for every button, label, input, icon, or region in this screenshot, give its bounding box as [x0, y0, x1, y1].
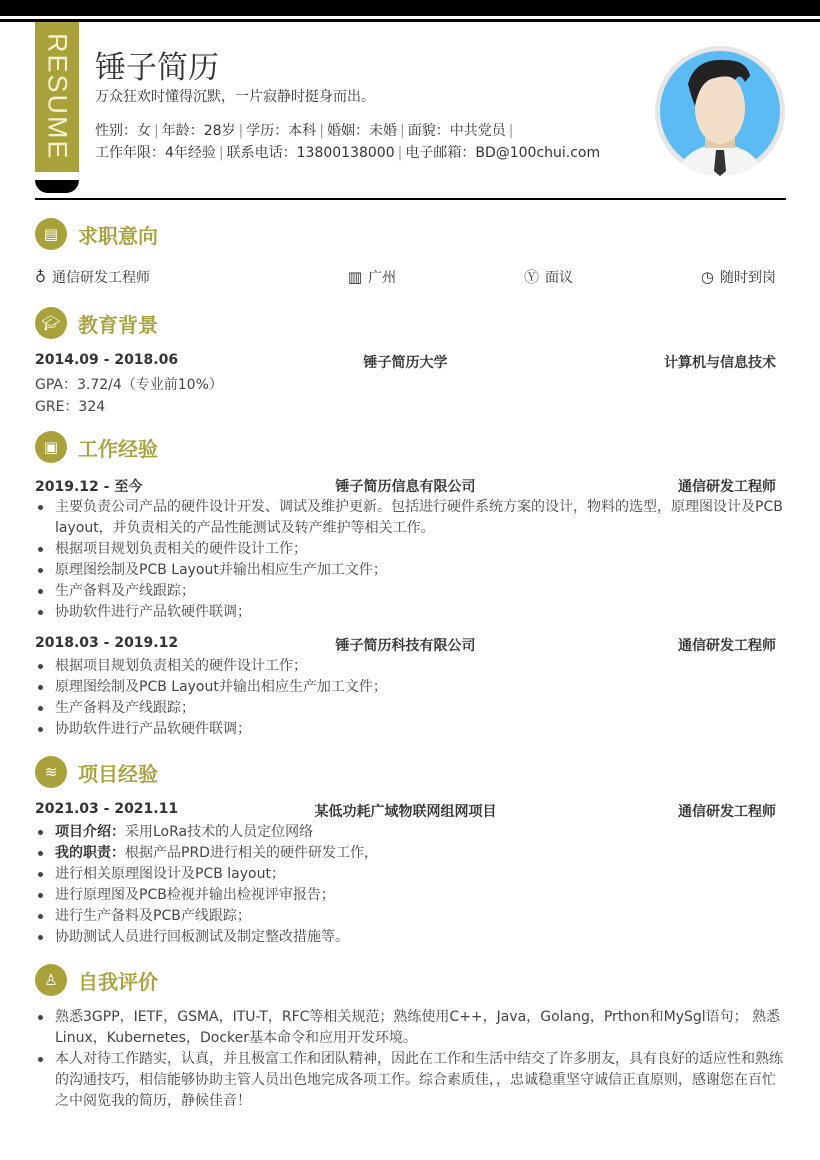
info-line-1: 性别：女 | 年龄：28岁 | 学历：本科 | 婚姻：未婚 | 面貌：中共党员 | [95, 123, 514, 139]
edu-major: 计算机与信息技术 [664, 355, 776, 371]
info-email: 电子邮箱：BD@100chui.com [405, 145, 601, 161]
info-line-2: 工作年限：4年经验 | 联系电话：13800138000 | 电子邮箱：BD@100chui.com [95, 145, 601, 161]
list-item: 进行相关原理图设计及PCB layout； [35, 864, 786, 885]
work-company: 锤子简历科技有限公司 [335, 638, 476, 654]
list-item: 根据项目规划负责相关的硬件设计工作； [35, 539, 786, 560]
list-item: 熟悉3GPP，IETF，GSMA，ITU-T，RFC等相关规范；熟练使用C++，Java，Golang，Prthon和MySgl语句； 熟悉Linux，Kubernetes，Docker基本命令和应用开发环境。 [35, 1007, 786, 1049]
motto: 万众狂欢时懂得沉默，一片寂静时挺身而出。 [95, 89, 375, 105]
intro-label: 项目介绍： [55, 824, 125, 840]
person-pen-icon: ♙ [35, 964, 67, 996]
work-title: 通信研发工程师 [678, 479, 776, 495]
work-row [35, 476, 776, 496]
intent-position [35, 266, 150, 287]
section-education [35, 306, 158, 340]
work-title: 通信研发工程师 [678, 638, 776, 654]
duty-text: 根据产品PRD进行相关的硬件研发工作， [125, 845, 378, 861]
section-title: 工作经验 [78, 436, 158, 461]
section-title: 教育背景 [78, 312, 158, 337]
list-item: 原理图绘制及PCB Layout并输出相应生产加工文件； [35, 677, 786, 698]
salary-text: 面议 [544, 269, 573, 286]
yen-icon: Ⓨ [523, 268, 539, 286]
info-degree: 学历：本科 [246, 123, 317, 139]
resume-label: RESUME [42, 33, 73, 161]
position-text: 通信研发工程师 [52, 269, 150, 286]
project-title: 通信研发工程师 [678, 804, 776, 820]
list-item [35, 843, 786, 864]
list-item: 主要负责公司产品的硬件设计开发、调试及维护更新。包括进行硬件系统方案的设计，物料的选型，原理图设计及PCB layout，并负责相关的产品性能测试及转产维护等相关工作。 [35, 497, 786, 539]
project-bullets [35, 822, 786, 948]
section-title: 项目经验 [78, 761, 158, 786]
project-name: 某低功耗广域物联网组网项目 [314, 804, 497, 820]
tie-icon: ♁ [35, 267, 46, 286]
edu-gpa: GPA：3.72/4（专业前10%） [35, 377, 223, 393]
list-item: 生产备料及产线跟踪； [35, 581, 786, 602]
section-self [35, 963, 158, 997]
edu-gre: GRE：324 [35, 399, 106, 415]
intro-text: 采用LoRa技术的人员定位网络 [125, 824, 314, 840]
edu-school: 锤子简历大学 [363, 355, 448, 371]
intent-row [35, 266, 776, 287]
project-period: 2021.03 - 2021.11 [35, 801, 179, 817]
resume-band [35, 22, 79, 172]
intent-salary [524, 266, 573, 287]
info-phone: 联系电话：13800138000 [226, 145, 395, 161]
band-cap [35, 180, 79, 193]
list-item: 协助软件进行产品软硬件联调； [35, 719, 786, 740]
layers-icon: ≋ [35, 756, 67, 788]
list-item: 原理图绘制及PCB Layout并输出相应生产加工文件； [35, 560, 786, 581]
avatar [655, 46, 785, 176]
info-experience: 工作年限：4年经验 [95, 145, 216, 161]
candidate-name: 锤子简历 [95, 50, 219, 86]
list-item: 生产备料及产线跟踪； [35, 698, 786, 719]
intent-availability [701, 266, 776, 287]
section-title: 求职意向 [78, 223, 158, 248]
list-item: 协助测试人员进行回板测试及制定整改措施等。 [35, 927, 786, 948]
list-item: 协助软件进行产品软硬件联调； [35, 602, 786, 623]
section-intent [35, 217, 158, 251]
city-text: 广州 [368, 269, 397, 286]
info-political: 面貌：中共党员 [407, 123, 506, 139]
list-item: 本人对待工作踏实，认真，并且极富工作和团队精神，因此在工作和生活中结交了许多朋友，具有良好的适应性和熟练的沟通技巧，相信能够协助主管人员出色地完成各项工作。综合素质佳，，忠诚稳重坚守诚信正直原则，感谢您在百忙之中阅览我的简历，静候佳音！ [35, 1049, 786, 1112]
work-period: 2018.03 - 2019.12 [35, 635, 179, 651]
briefcase-icon: ▣ [35, 431, 67, 463]
section-title: 自我评价 [78, 969, 158, 994]
work-period: 2019.12 - 至今 [35, 479, 143, 495]
info-gender: 性别：女 [95, 123, 151, 139]
project-row [35, 801, 776, 821]
header-divider [35, 198, 786, 200]
availability-text: 随时到岗 [719, 269, 776, 286]
duty-label: 我的职责： [55, 845, 125, 861]
list-item: 进行生产备料及PCB产线跟踪； [35, 906, 786, 927]
list-item: 进行原理图及PCB检视并输出检视评审报告； [35, 885, 786, 906]
work-bullets [35, 656, 786, 740]
top-bar [0, 0, 820, 16]
edu-period: 2014.09 - 2018.06 [35, 352, 179, 368]
section-project [35, 755, 158, 789]
section-work [35, 430, 158, 464]
self-bullets [35, 1007, 786, 1112]
info-age: 年龄：28岁 [161, 123, 236, 139]
top-line [0, 19, 820, 22]
education-row [35, 352, 776, 372]
list-item [35, 822, 786, 843]
graduation-cap-icon: 🎓︎ [35, 307, 67, 339]
list-item: 根据项目规划负责相关的硬件设计工作； [35, 656, 786, 677]
info-marital: 婚姻：未婚 [326, 123, 397, 139]
clipboard-icon: ▤ [35, 218, 67, 250]
work-bullets [35, 497, 786, 623]
work-company: 锤子简历信息有限公司 [335, 479, 476, 495]
work-row [35, 635, 776, 655]
intent-city [348, 266, 396, 287]
building-icon: ▥ [347, 267, 363, 286]
clock-icon: ◷ [700, 267, 714, 286]
